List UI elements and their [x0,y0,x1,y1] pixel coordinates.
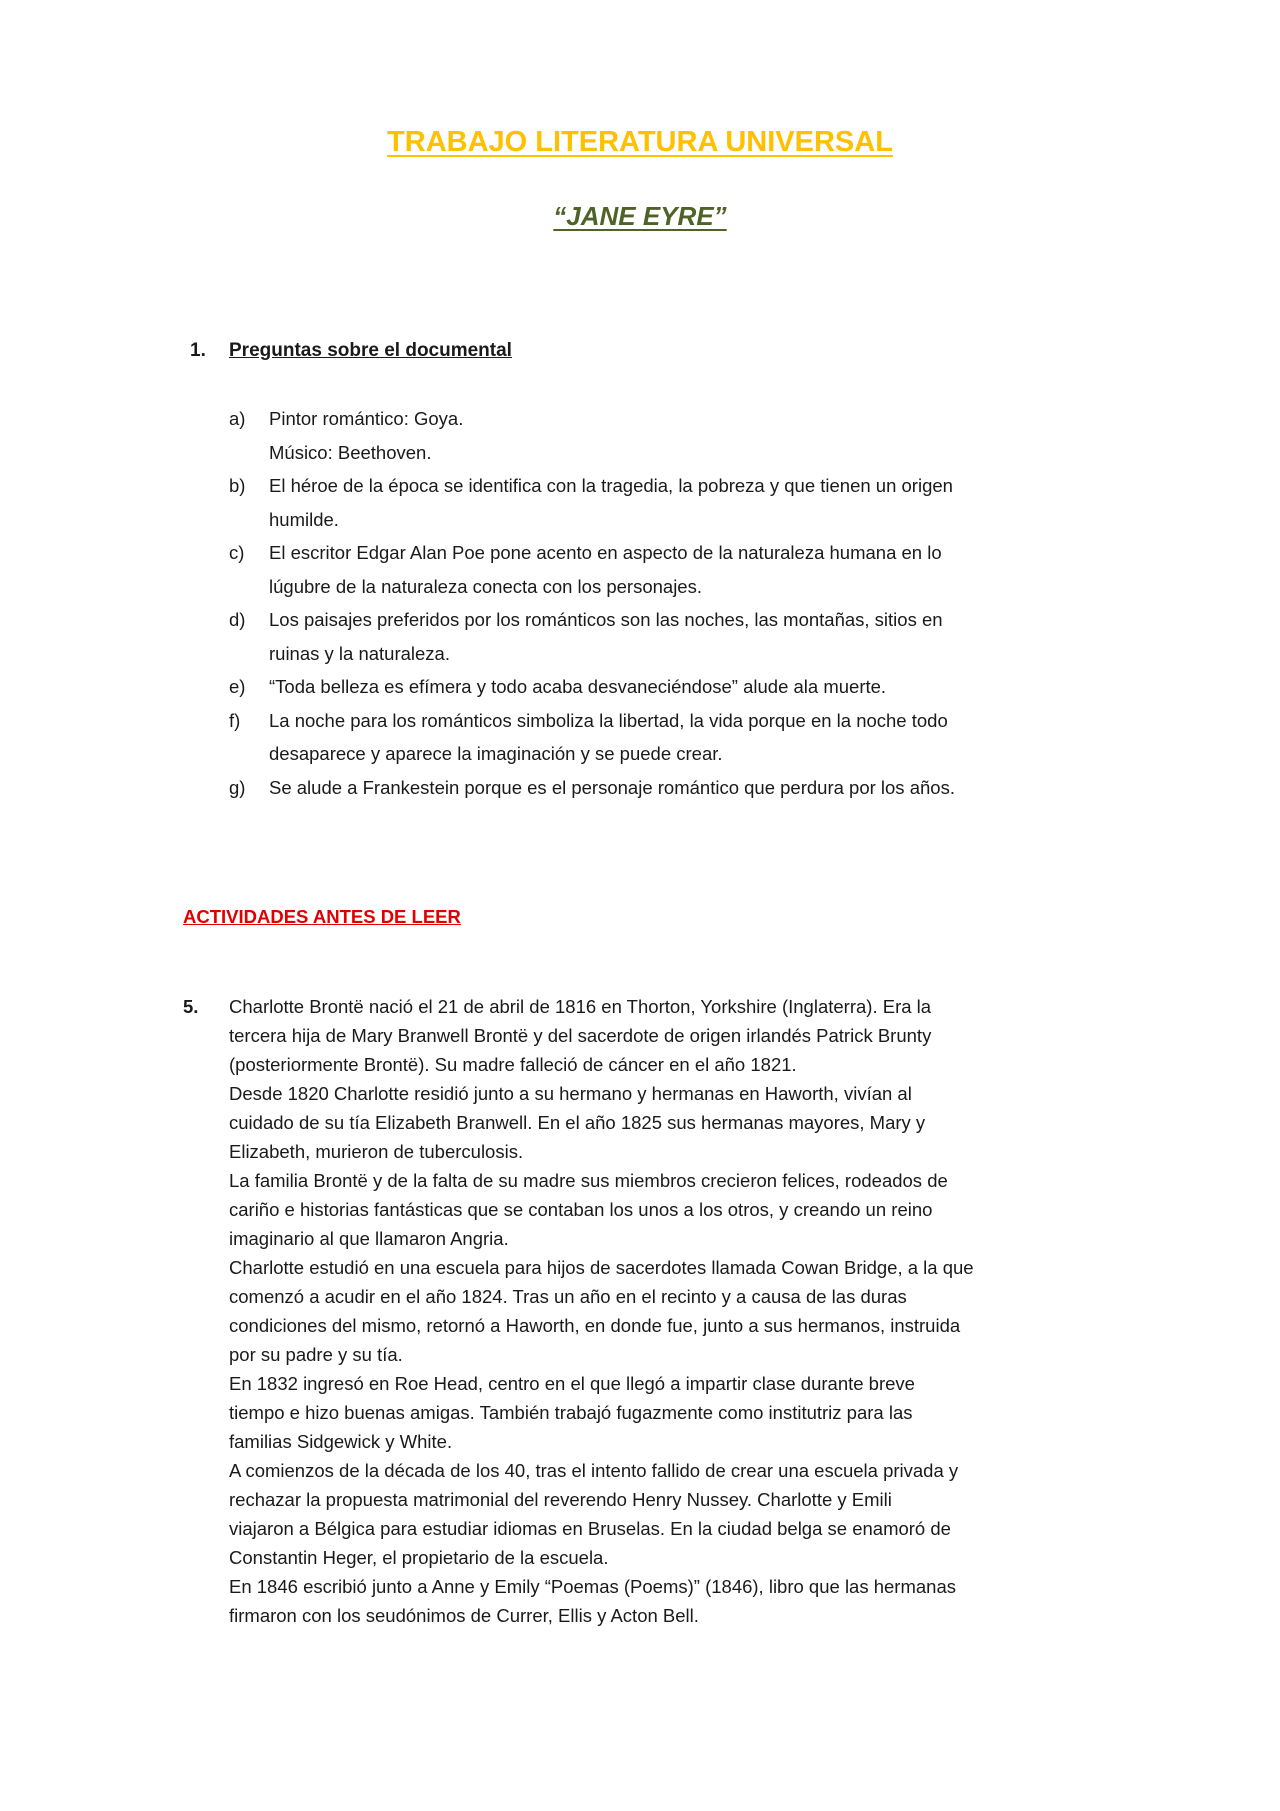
text-line: Constantin Heger, el propietario de la escuela. [229,1547,609,1568]
text-line: Los paisajes preferidos por los románticos son las noches, las montañas, sitios en [269,609,943,630]
text-line: tercera hija de Mary Branwell Brontë y del sacerdote de origen irlandés Patrick Brunty [229,1025,932,1046]
text-line: imaginario al que llamaron Angria. [229,1228,509,1249]
text-line: “Toda belleza es efímera y todo acaba desvaneciéndose” alude ala muerte. [269,676,887,697]
section-number: 5. [183,996,199,1017]
subtitle-text: “JANE EYRE” [553,201,727,231]
text-line: firmaron con los seudónimos de Currer, Ellis y Acton Bell. [229,1605,699,1626]
text-line: cariño e historias fantásticas que se contaban los unos a los otros, y creando un reino [229,1199,933,1220]
text-line: El escritor Edgar Alan Poe pone acento en aspecto de la naturaleza humana en lo [269,542,942,563]
document-subtitle [0,201,1280,232]
text-line: condiciones del mismo, retornó a Haworth, en donde fue, junto a sus hermanos, instruida [229,1315,961,1336]
text-line: ruinas y la naturaleza. [269,642,450,664]
list-item-letter: g) [229,776,246,798]
text-line: En 1846 escribió junto a Anne y Emily “Poemas (Poems)” (1846), libro que las hermanas [229,1576,956,1597]
section-heading-label: Preguntas sobre el documental [229,340,512,361]
document-title [0,126,1280,159]
text-line: tiempo e hizo buenas amigas. También trabajó fugazmente como institutriz para las [229,1402,913,1423]
list-item [229,603,955,670]
list-item-text [269,670,886,704]
text-line: Pintor romántico: Goya. [269,408,464,429]
paragraph-body [229,992,974,1630]
text-line: familias Sidgewick y White. [229,1431,453,1452]
text-line: La noche para los románticos simboliza la libertad, la vida porque en la noche todo [269,709,948,731]
text-line: El héroe de la época se identifica con la tragedia, la pobreza y que tienen un origen [269,475,953,496]
text-line: Elizabeth, murieron de tuberculosis. [229,1141,524,1162]
text-line: comenzó a acudir en el año 1824. Tras un año en el recinto y a causa de las duras [229,1286,907,1307]
list-item-letter: f) [229,709,241,731]
list-item-text [269,402,463,469]
section-number: 1. [190,340,206,361]
text-line: viajaron a Bélgica para estudiar idiomas en Bruselas. En la ciudad belga se enamoró de [229,1518,951,1539]
list-item [229,402,955,469]
list-item-text [269,469,953,536]
text-line: Charlotte estudió en una escuela para hijos de sacerdotes llamada Cowan Bridge, a la que [229,1257,974,1278]
activities-heading: ACTIVIDADES ANTES DE LEER [183,906,461,927]
text-line: cuidado de su tía Elizabeth Branwell. En el año 1825 sus hermanas mayores, Mary y [229,1112,926,1133]
text-line: La familia Brontë y de la falta de su madre sus miembros crecieron felices, rodeados de [229,1170,948,1191]
list-item-letter: c) [229,542,245,563]
text-line: rechazar la propuesta matrimonial del reverendo Henry Nussey. Charlotte y Emili [229,1489,892,1510]
text-line: En 1832 ingresó en Roe Head, centro en el que llegó a impartir clase durante breve [229,1373,915,1394]
list-item-letter: d) [229,609,246,630]
text-line: Se alude a Frankestein porque es el personaje romántico que perdura por los años. [269,776,955,798]
list-item-text [269,536,942,603]
list-item [229,536,955,603]
section-5-paragraph [183,992,974,1630]
list-item [229,469,955,536]
list-item-letter: b) [229,475,246,496]
list-item-letter: e) [229,676,246,697]
title-text: TRABAJO LITERATURA UNIVERSAL [387,126,893,158]
question-answer-list [229,402,955,804]
list-item [229,704,955,771]
text-line: Charlotte Brontë nació el 21 de abril de 1816 en Thorton, Yorkshire (Inglaterra). Era la [229,996,932,1017]
text-line: Músico: Beethoven. [269,441,432,463]
list-item [229,771,955,805]
list-item-letter: a) [229,408,246,429]
text-line: humilde. [269,508,339,530]
text-line: desaparece y aparece la imaginación y se puede crear. [269,743,723,764]
text-line: A comienzos de la década de los 40, tras el intento fallido de crear una escuela privada y [229,1460,959,1481]
text-line: por su padre y su tía. [229,1344,403,1365]
list-item-text [269,771,955,805]
list-item-text [269,603,943,670]
text-line: Desde 1820 Charlotte residió junto a su hermano y hermanas en Haworth, vivían al [229,1083,912,1104]
section-1-heading [190,340,512,362]
text-line: lúgubre de la naturaleza conecta con los personajes. [269,575,702,597]
list-item [229,670,955,704]
text-line: (posteriormente Brontë). Su madre falleció de cáncer en el año 1821. [229,1054,797,1075]
list-item-text [269,704,948,771]
